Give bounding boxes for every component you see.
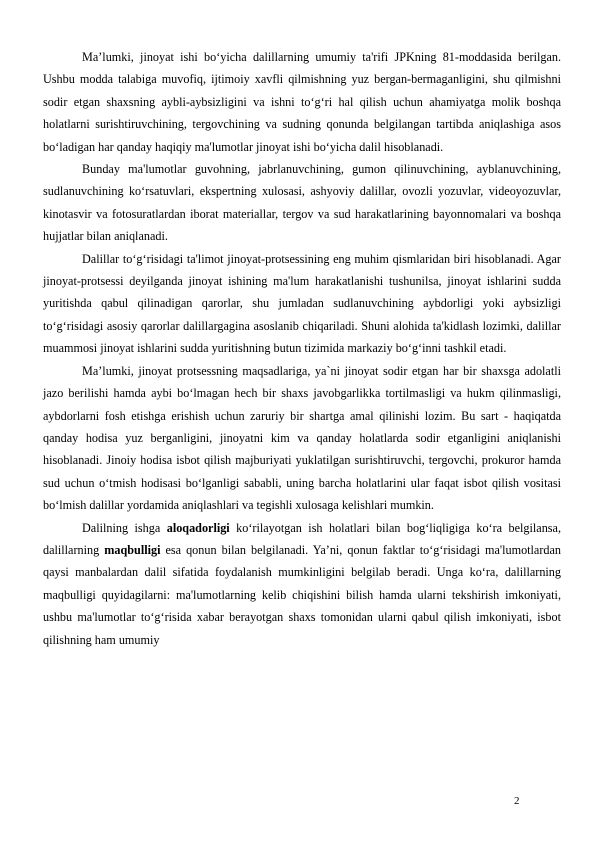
paragraph [43, 248, 561, 360]
paragraph [43, 158, 561, 248]
paragraph [43, 517, 561, 651]
paragraph [43, 360, 561, 517]
text-run: Ma’lumki, jinoyat protsessning maqsadlariga, ya`ni jinoyat sodir etgan har bir shaxsga adolatli jazo berilishi hamda aybi bo‘lmagan hech bir shaxs javobgarlikka tortilmasligi va hukm qilinmasligi, aybdorlarni fosh etishga erishish uchun zaruriy bir shartga amal qilinishi lozim. Bu sart - haqiqatda qanday hodisa yuz berganligini, jinoyatni kim va qanday holatlarda sodir etganligini aniqlanishi hisoblanadi. Jinoiy hodisa isbot qilish majburiyati yuklatilgan surishtiruvchi, tergovchi, prokuror hamda sud uchun o‘tmish hodisasi bo‘lganligi sababli, uning barcha holatlarini ular faqat isbot qilish vositasi bo‘lmish dalillar yordamida aniqlashlari va tegishli xulosaga kelishlari mumkin. [43, 363, 561, 513]
bold-term: aloqadorligi [166, 520, 230, 535]
text-run: Dalilning ishga [82, 520, 167, 535]
text-run: Bunday ma'lumotlar guvohning, jabrlanuvchining, gumon qilinuvchining, ayblanuvchining, sudlanuvchining ko‘rsatuvlari, ekspertning xulosasi, ashyoviy dalillar, ovozli yozuvlar, videoyozuvlar, kinotasvir va fotosuratlardan iborat materiallar, tergov va sud harakatlarining bayonnomalari va boshqa hujjatlar bilan aniqlanadi. [43, 162, 561, 244]
text-run: esa qonun bilan belgilanadi. Ya’ni, qonun faktlar to‘g‘risidagi ma'lumotlardan qaysi manbalardan dalil sifatida foydalanish mumkinligini belgilab beradi. Unga ko‘ra, dalillarning maqbulligi quyidagilarni: ma'lumotlarning kelib chiqishini bilish hamda ularni tekshirish imkoniyati, ushbu ma'lumotlar to‘g‘risida xabar berayotgan shaxs tomonidan ularni qabul qilish imkoniyati, isbot qilishning ham umumiy [43, 542, 561, 647]
text-run: Dalillar to‘g‘risidagi ta'limot jinoyat-protsessining eng muhim qismlaridan biri hisoblanadi. Agar jinoyat-protsessi deyilganda jinoyat ishining ma'lum harakatlanishi tushunilsa, jinoyat ishlarini sudda yuritishda qabul qilinadigan qarorlar, shu jumladan sudlanuvchining aybdorligi yoki aybsizligi to‘g‘risidagi asosiy qarorlar dalillargagina asoslanib chiqariladi. Shuni alohida ta'kidlash lozimki, dalillar muammosi jinoyat ishlarini sudda yuritishning butun tizimida markaziy bo‘g‘inni tashkil etadi. [43, 251, 561, 356]
text-run: Ma’lumki, jinoyat ishi bo‘yicha dalillarning umumiy ta'rifi JPKning 81-moddasida berilgan. Ushbu modda talabiga muvofiq, ijtimoiy xavfli qilmishning yuz bergan-bermaganligini, shu qilmishni sodir etgan shaxsning aybli-aybsizligini va ishni to‘g‘ri hal qilish uchun ahamiyatga molik boshqa holatlarni surishtiruvchining, tergovchining va sudning qonunda belgilangan tartibda aniqlashiga asos bo‘ladigan har qanday haqiqiy ma'lumotlar jinoyat ishi bo‘yicha dalil hisoblanadi. [43, 50, 561, 154]
page-number: 2 [514, 795, 520, 807]
document-body [43, 46, 561, 651]
document-page [43, 46, 561, 651]
text-run: ko‘rilayotgan ish holatlari bilan bog‘liqligiga ko‘ra belgilansa, dalillarning [43, 520, 561, 557]
paragraph [43, 46, 561, 158]
bold-term: maqbulligi [104, 542, 161, 557]
